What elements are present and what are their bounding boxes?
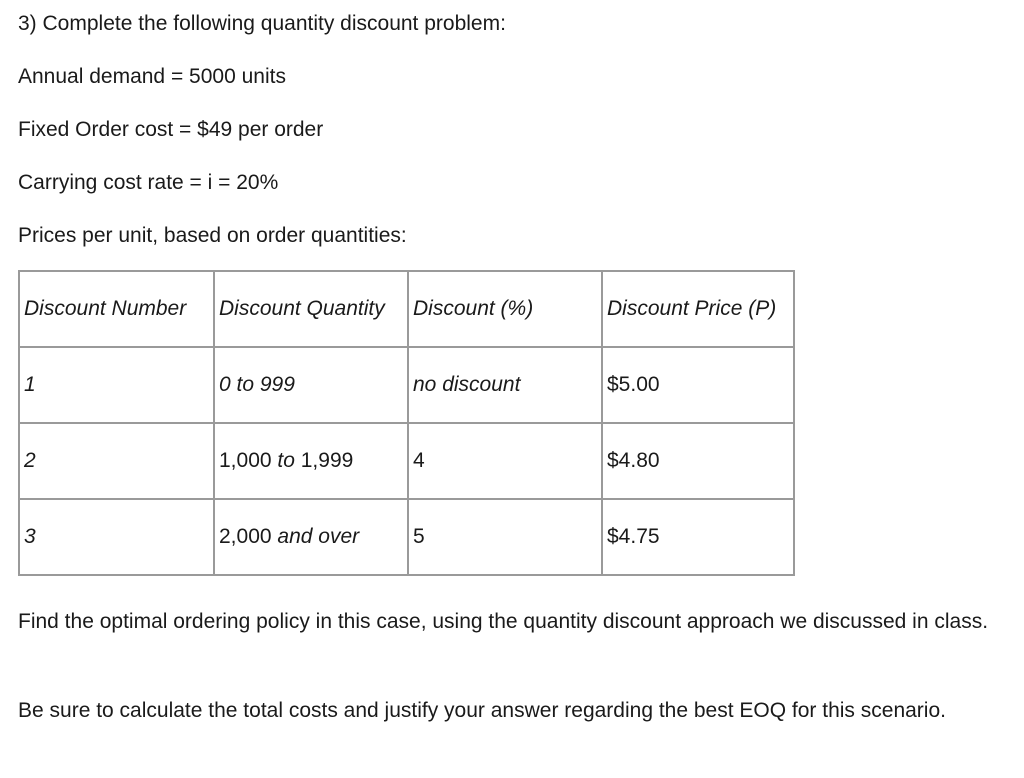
header-discount-percent: Discount (%) <box>408 271 602 347</box>
table-row <box>19 423 794 499</box>
justify-instruction: Be sure to calculate the total costs and justify your answer regarding the best EOQ for this scenario. <box>18 699 946 722</box>
cell-discount-number: 3 <box>19 499 214 575</box>
header-discount-quantity: Discount Quantity <box>214 271 408 347</box>
table-row <box>19 347 794 423</box>
quantity-connector: and over <box>271 525 360 548</box>
prices-intro-text: Prices per unit, based on order quantities: <box>18 224 407 247</box>
cell-discount-number: 2 <box>19 423 214 499</box>
table-row <box>19 499 794 575</box>
cell-discount-percent: 4 <box>408 423 602 499</box>
cell-discount-quantity: 0 to 999 <box>214 347 408 423</box>
cell-discount-percent: no discount <box>408 347 602 423</box>
cell-discount-quantity <box>214 499 408 575</box>
header-discount-number: Discount Number <box>19 271 214 347</box>
quantity-connector: to <box>271 449 301 472</box>
cell-discount-percent: 5 <box>408 499 602 575</box>
quantity-from: 1,000 <box>219 449 272 472</box>
discount-table <box>18 270 795 576</box>
quantity-to: 1,999 <box>300 449 354 472</box>
annual-demand-text: Annual demand = 5000 units <box>18 65 286 88</box>
carrying-cost-rate-text: Carrying cost rate = i = 20% <box>18 171 279 194</box>
question-title: 3) Complete the following quantity discount problem: <box>18 12 506 35</box>
fixed-order-cost-text: Fixed Order cost = $49 per order <box>18 118 324 141</box>
table-header-row <box>19 271 794 347</box>
header-discount-price: Discount Price (P) <box>602 271 794 347</box>
find-instruction: Find the optimal ordering policy in this case, using the quantity discount approach we discussed in class. <box>18 610 989 633</box>
cell-discount-price: $4.75 <box>602 499 794 575</box>
cell-discount-quantity <box>214 423 408 499</box>
cell-discount-price: $4.80 <box>602 423 794 499</box>
quantity-from: 2,000 <box>219 525 272 548</box>
cell-discount-price: $5.00 <box>602 347 794 423</box>
cell-discount-number: 1 <box>19 347 214 423</box>
